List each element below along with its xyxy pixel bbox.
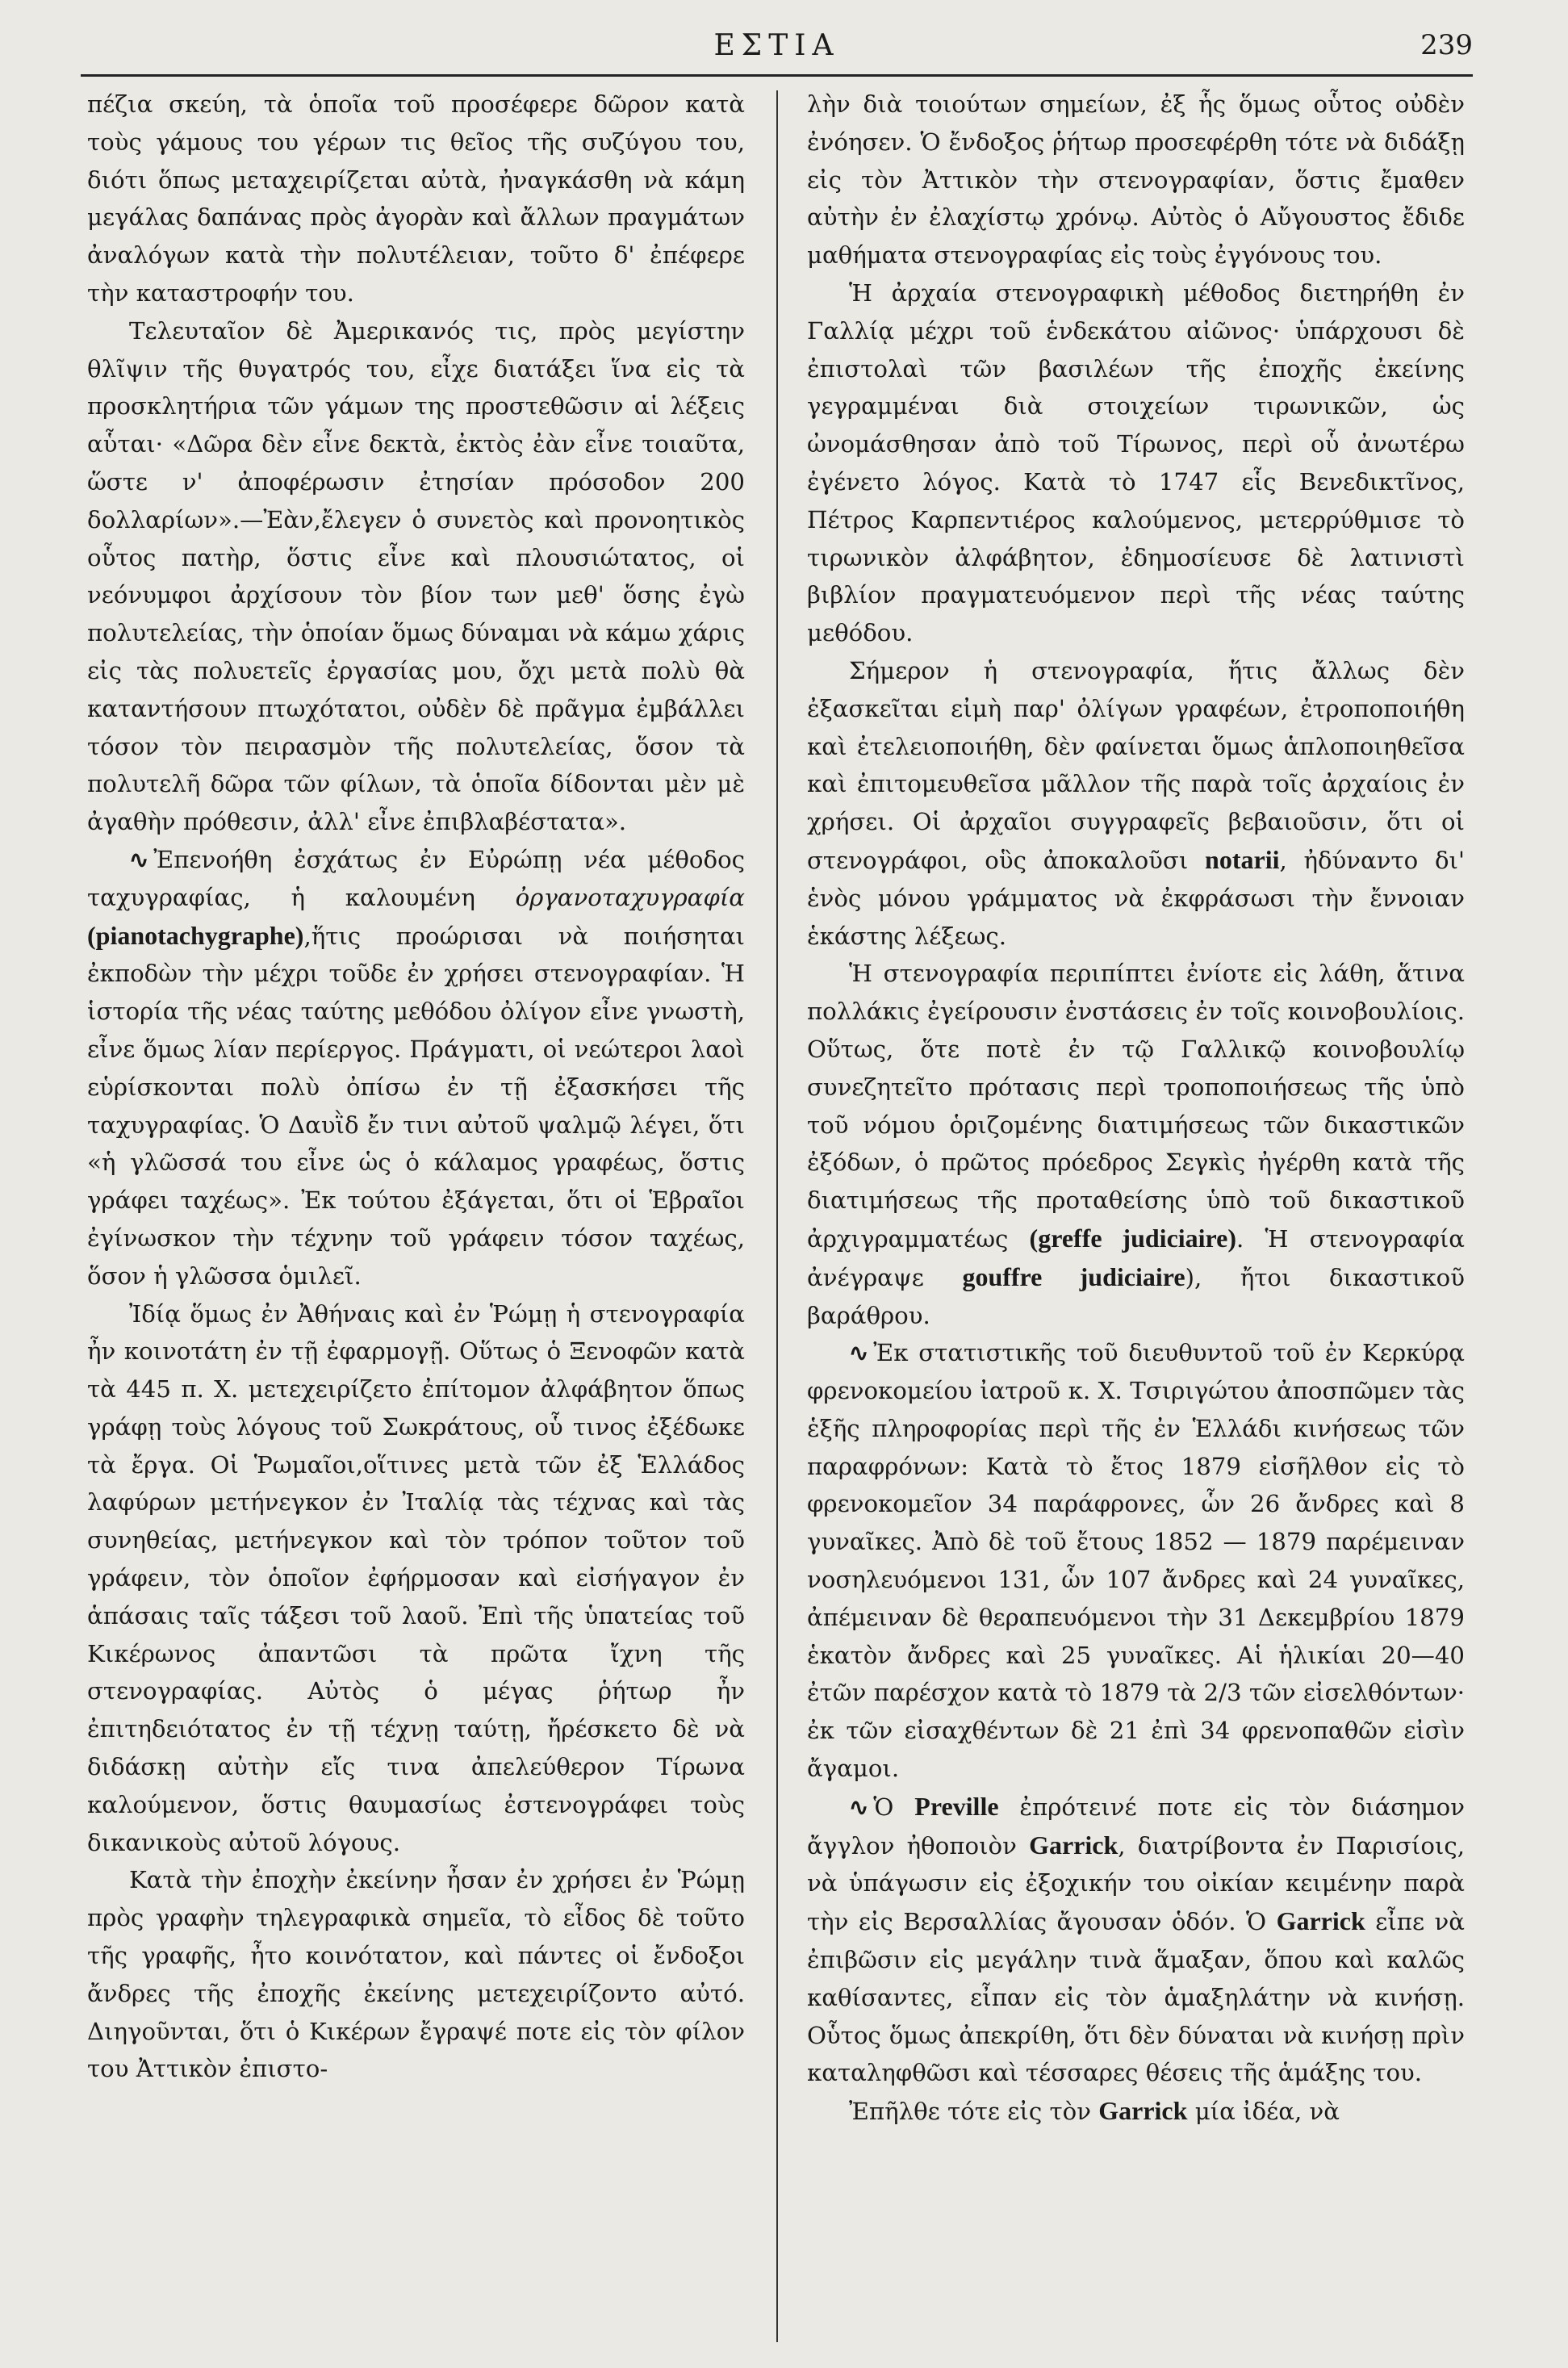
text-run: ), ἤτοι δικαστικοῦ βαράθρου. (807, 1263, 1465, 1329)
person-name: Garrick (1029, 1830, 1119, 1860)
person-name: Garrick (1276, 1906, 1365, 1936)
right-column (807, 86, 1465, 2131)
left-column (87, 86, 745, 2088)
latin-term: notarii (1205, 844, 1280, 874)
paragraph: πέζια σκεύη, τὰ ὁποῖα τοῦ προσέφερε δῶρον κατὰ τοὺς γάμους του γέρων τις θεῖος τῆς συζύγου του, διότι ὅπως μεταχειρίζεται αὐτὰ, ἠναγκάσθη νὰ κάμη μεγάλας δαπάνας πρὸς ἀγορὰν καὶ ἄλλων πραγμάτων ἀναλόγων κατὰ τὴν πολυτέλειαν, τοῦτο δ' ἐπέφερε τὴν καταστροφήν του. (87, 90, 745, 307)
person-name: Garrick (1098, 2096, 1188, 2126)
paragraph: Τελευταῖον δὲ Ἀμερικανός τις, πρὸς μεγίστην θλῖψιν τῆς θυγατρός του, εἶχε διατάξει ἵνα εἰς τὰ προσκλητήρια τῶν γάμων της προστεθῶσιν αἱ λέξεις αὗται· «Δῶρα δὲν εἶνε δεκτὰ, ἐκτὸς ἐὰν εἶνε τοιαῦτα, ὥστε ν' ἀποφέρωσιν ἐτησίαν πρόσοδον 200 δολλαρίων».—Ἐὰν,ἔλεγεν ὁ συνετὸς καὶ προνοητικὸς οὗτος πατὴρ, ὅστις εἶνε καὶ πλουσιώτατος, οἱ νεόνυμφοι ἀρχίσουν τὸν βίον των μεθ' ὅσης ἐγὼ πολυτελείας, τὴν ὁποίαν ὅμως δύναμαι νὰ κάμω χάρις εἰς τὰς πολυετεῖς ἐργασίας μου, ὄχι μετὰ πολὺ θὰ καταντήσουν πτωχότατοι, οὐδὲν δὲ πρᾶγμα ἐμβάλλει τόσον τὸν πειρασμὸν τῆς πολυτελείας, ὅσον τὰ πολυτελῆ δῶρα τῶν φίλων, τὰ ὁποῖα δίδονται μὲν μὲ ἀγαθὴν πρόθεσιν, ἀλλ' εἶνε ἐπιβλαβέστατα». (87, 316, 745, 836)
text-run: Ἐπενοήθη ἐσχάτως ἐν Εὐρώπῃ νέα μέθοδος ταχυγραφίας, ἡ καλουμένη (87, 845, 745, 911)
paragraph: Ἰδίᾳ ὅμως ἐν Ἀθήναις καὶ ἐν Ῥώμῃ ἡ στενογραφία ἦν κοινοτάτη ἐν τῇ ἐφαρμογῇ. Οὕτως ὁ Ξενοφῶν κατὰ τὰ 445 π. Χ. μετεχειρίζετο ἐπίτομον ἀλφάβητον ὅπως γράφῃ τοὺς λόγους τοῦ Σωκράτους, οὗ τινος ἐξέδωκε τὰ ἔργα. Οἱ Ῥωμαῖοι,οἵτινες μετὰ τῶν ἐξ Ἑλλάδος λαφύρων μετήνεγκον ἐν Ἰταλίᾳ τὰς τέχνας καὶ τὰς συνηθείας, μετήνεγκον καὶ τὸν τρόπον τοῦτον τοῦ γράφειν, τὸν ὁποῖον ἐφήρμοσαν καὶ εἰσήγαγον ἐν ἁπάσαις ταῖς τάξεσι τοῦ λαοῦ. Ἐπὶ τῆς ὑπατείας τοῦ Κικέρωνος ἀπαντῶσι τὰ πρῶτα ἴχνη τῆς στενογραφίας. Αὐτὸς ὁ μέγας ῥήτωρ ἦν ἐπιτηδειότατος ἐν τῇ τέχνῃ ταύτῃ, ἤρέσκετο δὲ νὰ διδάσκῃ αὐτὴν εἴς τινα ἀπελεύθερον Τίρωνα καλούμενον, ὅστις θαυμασίως ἐστενογράφει τοὺς δικανικοὺς αὐτοῦ λόγους. (87, 1299, 745, 1856)
paragraph: Κατὰ τὴν ἐποχὴν ἐκείνην ἦσαν ἐν χρήσει ἐν Ῥώμῃ πρὸς γραφὴν τηλεγραφικὰ σημεῖα, τὸ εἶδος δὲ τοῦτο τῆς γραφῆς, ἦτο κοινότατον, καὶ πάντες οἱ ἔνδοξοι ἄνδρες τῆς ἐποχῆς ἐκείνης μετεχειρίζοντο αὐτό. Διηγοῦνται, ὅτι ὁ Κικέρων ἔγραψέ ποτε εἰς τὸν φίλον του Ἀττικὸν ἐπιστο- (87, 1866, 745, 2083)
latin-term: gouffre judiciaire (962, 1261, 1185, 1291)
page-title: ΕΣΤΙΑ (713, 29, 840, 62)
term-italic: ὀργανοταχυγραφία (515, 883, 745, 911)
latin-term: (greffe judiciaire) (1029, 1223, 1237, 1253)
paragraph-ornament (87, 841, 745, 1295)
paragraph (807, 2092, 1465, 2131)
text-run: . Ἡ στενογραφία ἀνέγραψε (807, 1224, 1466, 1291)
page-header (81, 29, 1473, 71)
text-run: Ἡ στενογραφία περιπίπτει ἐνίοτε εἰς λάθη, ἅτινα πολλάκις ἐγείρουσιν ἐνστάσεις ἐν τοῖς κοινοβουλίοις. Οὕτως, ὅτε ποτὲ ἐν τῷ Γαλλικῷ κοινοβουλίῳ συνεζητεῖτο πρότασις περὶ τροποποιήσεως τῆς ὑπὸ τοῦ νόμου ὁριζομένης διατιμήσεως τῶν δικαστικῶν ἐξόδων, ὁ πρῶτος πρόεδρος Σεγκὶς ἠγέρθη κατὰ τῆς διατιμήσεως τῆς προταθείσης ὑπὸ τοῦ δικαστικοῦ ἀρχιγραμματέως (807, 960, 1465, 1253)
text-run: εἶπε νὰ ἐπιβῶσιν εἰς μεγάλην τινὰ ἅμαξαν, ὅπου καὶ καλῶς καθίσαντες, εἶπαν εἰς τὸν ἁμαξηλάτην νὰ κινήσῃ. Οὗτος ὅμως ἀπεκρίθη, ὅτι δὲν δύναται νὰ κινήσῃ πρὶν καταληφθῶσι καὶ τέσσαρες θέσεις τῆς ἁμάξης του. (807, 1908, 1465, 2087)
text-run: ἐπρότεινέ ποτε εἰς τὸν διάσημον ἄγγλον ἠθοποιὸν (807, 1793, 1465, 1860)
paragraph (807, 652, 1465, 955)
text-run: μία ἰδέα, νὰ (1187, 2098, 1340, 2126)
text-run: Ὁ (873, 1793, 915, 1821)
paragraph (807, 955, 1465, 1334)
paragraph: Ἡ ἀρχαία στενογραφικὴ μέθοδος διετηρήθη ἐν Γαλλίᾳ μέχρι τοῦ ἑνδεκάτου αἰῶνος· ὑπάρχουσι δὲ ἐπιστολαὶ τῶν βασιλέων τῆς ἐποχῆς ἐκείνης γεγραμμέναι διὰ στοιχείων τιρωνικῶν, ὡς ὠνομάσθησαν ἀπὸ τοῦ Τίρωνος, περὶ οὗ ἀνωτέρω ἐγένετο λόγος. Κατὰ τὸ 1747 εἷς Βενεδικτῖνος, Πέτρος Καρπεντιέρος καλούμενος, μετερρύθμισε τὸ τιρωνικὸν ἀλφάβητον, ἐδημοσίευσε δὲ λατινιστὶ βιβλίον πραγματευόμενον περὶ τῆς νέας ταύτης μεθόδου. (807, 278, 1465, 647)
person-name: Preville (914, 1791, 999, 1821)
paragraph-ornament (807, 1788, 1465, 2092)
text-run: Σήμερον ἡ στενογραφία, ἥτις ἄλλως δὲν ἐξασκεῖται εἰμὴ παρ' ὀλίγων γραφέων, ἐτροποποιήθη καὶ ἐτελειοποιήθη, δὲν φαίνεται ὅμως ἁπλοποιηθεῖσα καὶ ἐπιτομευθεῖσα μᾶλλον τῆς παρὰ τοῖς ἀρχαίοις ἐν χρήσει. Οἱ ἀρχαῖοι συγγραφεῖς βεβαιοῦσιν, ὅτι οἱ στενογράφοι, οὓς ἀποκαλοῦσι (807, 656, 1465, 874)
paragraph: λὴν διὰ τοιούτων σημείων, ἐξ ἧς ὅμως οὗτος οὐδὲν ἐνόησεν. Ὁ ἔνδοξος ῥήτωρ προσεφέρθη τότε νὰ διδάξῃ εἰς τὸν Ἀττικὸν τὴν στενογραφίαν, ὅστις ἔμαθεν αὐτὴν ἐν ἐλαχίστῳ χρόνῳ. Αὐτὸς ὁ Αὔγουστος ἔδιδε μαθήματα στενογραφίας εἰς τοὺς ἐγγόνους του. (807, 90, 1465, 270)
text-run: , ἠδύναντο δι' ἑνὸς μόνου γράμματος νὰ ἐκφράσωσι τὴν ἔννοιαν ἑκάστης λέξεως. (807, 846, 1466, 950)
latin-term: (pianotachygraphe) (87, 920, 304, 950)
page-number: 239 (1420, 29, 1473, 61)
paragraph-ornament: ∿ Ἐκ στατιστικῆς τοῦ διευθυντοῦ τοῦ ἐν Κερκύρᾳ φρενοκομείου ἰατροῦ κ. Χ. Τσιριγώτου ἀποσπῶμεν τὰς ἑξῆς πληροφορίας περὶ τῆς ἐν Ἑλλάδι κινήσεως τῶν παραφρόνων: Κατὰ τὸ ἔτος 1879 εἰσῆλθον εἰς τὸ φρενοκομεῖον 34 παράφρονες, ὧν 26 ἄνδρες καὶ 8 γυναῖκες. Ἀπὸ δὲ τοῦ ἔτους 1852 — 1879 παρέμειναν νοσηλευόμενοι 131, ὧν 107 ἄνδρες καὶ 24 γυναῖκες, ἀπέμειναν δὲ θεραπευόμενοι τὴν 31 Δεκεμβρίου 1879 ἑκατὸν ἄνδρες καὶ 25 γυναῖκες. Αἱ ἡλικίαι 20—40 ἐτῶν παρέσχον κατὰ τὸ 1879 τὰ 2/3 τῶν εἰσελθόντων· ἐκ τῶν εἰσαχθέντων δὲ 21 ἐπὶ 34 φρενοπαθῶν εἰσὶν ἄγαμοι. (807, 1334, 1465, 1788)
text-run: Ἐπῆλθε τότε εἰς τὸν (849, 2098, 1099, 2126)
header-rule (81, 74, 1473, 77)
text-run: ,ἥτις προώρισαι νὰ ποιήσηται ἐκποδὼν τὴν μέχρι τοῦδε ἐν χρήσει στενογραφίαν. Ἡ ἱστορία τῆς νέας ταύτης μεθόδου ὀλίγον εἶνε γνωστὴ, εἶνε ὅμως λίαν περίεργος. Πράγματι, οἱ νεώτεροι λαοὶ εὑρίσκονται πολὺ ὀπίσω ἐν τῇ ἐξασκήσει τῆς ταχυγραφίας. Ὁ Δαυῒδ ἔν τινι αὐτοῦ ψαλμῷ λέγει, ὅτι «ἡ γλῶσσά του εἶνε ὡς ὁ κάλαμος γραφέως, ὅστις γράφει ταχέως». Ἐκ τούτου ἐξάγεται, ὅτι οἱ Ἑβραῖοι ἐγίνωσκον τὴν τέχνην τοῦ γράφειν τόσον ταχέως, ὅσον ἡ γλῶσσα ὁμιλεῖ. (87, 922, 745, 1290)
text-run: , διατρίβοντα ἐν Παρισίοις, νὰ ὑπάγωσιν εἰς ἐξοχικήν του οἰκίαν κειμένην παρὰ τὴν εἰς Βερσαλλίας ἄγουσαν ὁδόν. Ὁ (807, 1831, 1465, 1936)
column-divider (776, 90, 778, 2342)
